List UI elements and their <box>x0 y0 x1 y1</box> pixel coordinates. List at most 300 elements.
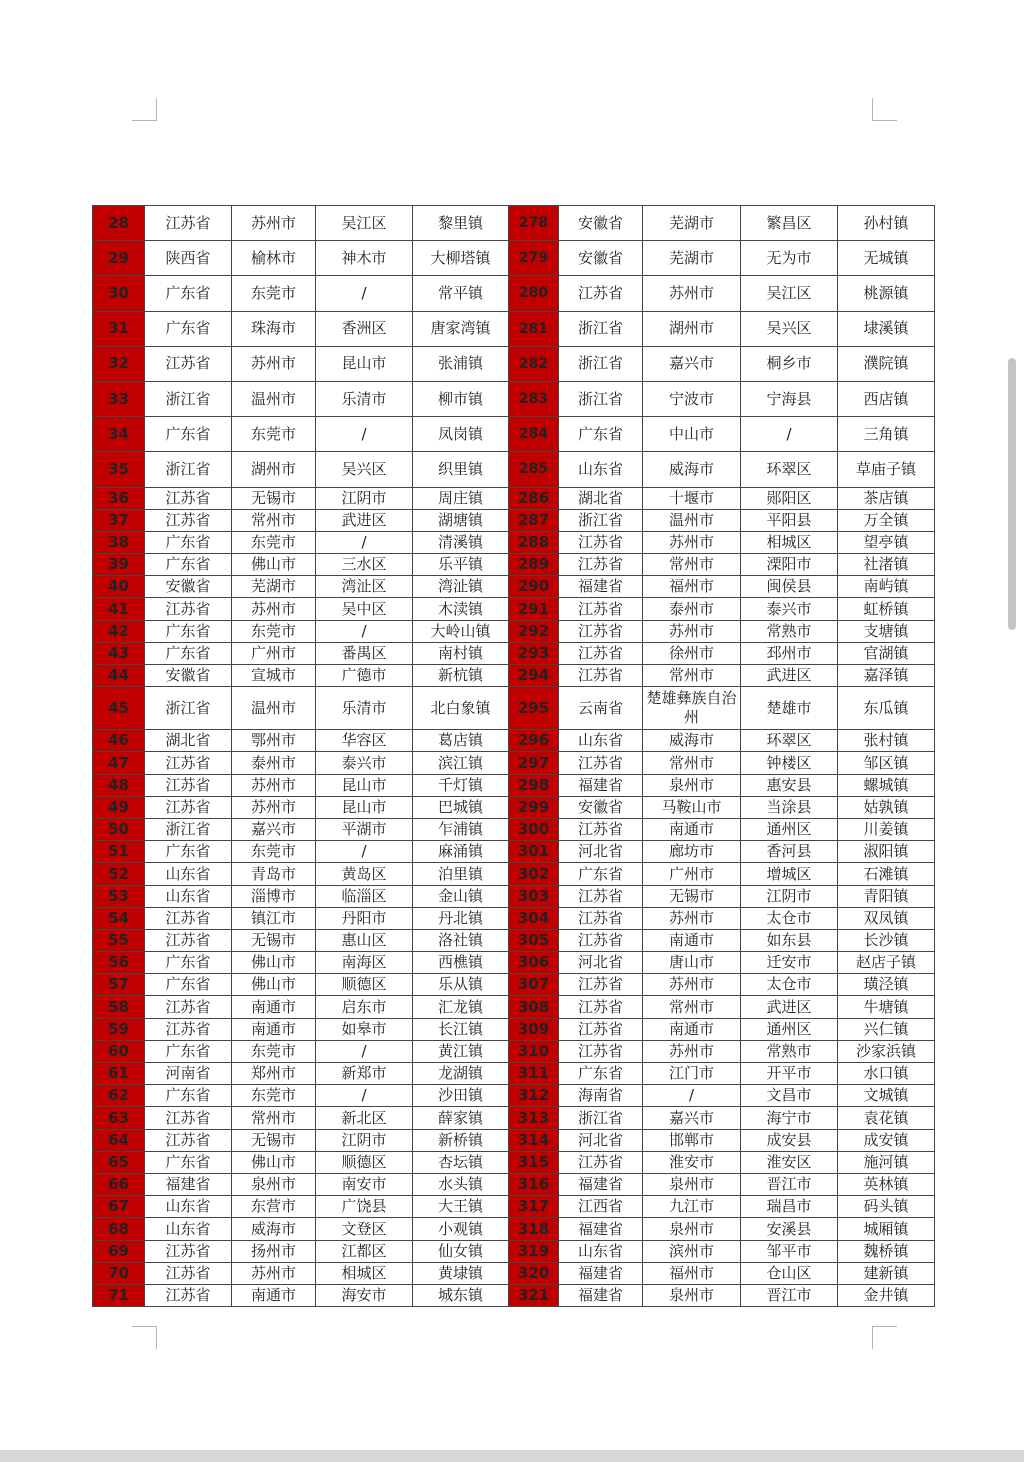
right-town-cell: 金井镇 <box>838 1284 935 1306</box>
right-city-cell: 南通市 <box>643 818 741 840</box>
right-district-cell: 吴江区 <box>741 276 838 311</box>
right-province-cell: 河北省 <box>559 841 643 863</box>
left-city-cell: 镇江市 <box>232 907 316 929</box>
right-town-cell: 万全镇 <box>838 509 935 531</box>
right-town-cell: 长沙镇 <box>838 929 935 951</box>
left-rank-cell: 67 <box>93 1196 145 1218</box>
left-district-cell: 江阴市 <box>316 487 413 509</box>
left-rank-cell: 56 <box>93 952 145 974</box>
right-rank-cell: 280 <box>509 276 559 311</box>
left-district-cell: 文登区 <box>316 1218 413 1240</box>
right-province-cell: 浙江省 <box>559 381 643 416</box>
left-city-cell: 东莞市 <box>232 531 316 553</box>
left-city-cell: 威海市 <box>232 1218 316 1240</box>
right-town-cell: 城厢镇 <box>838 1218 935 1240</box>
left-province-cell: 广东省 <box>145 1085 232 1107</box>
left-town-cell: 湖塘镇 <box>413 509 509 531</box>
left-province-cell: 河南省 <box>145 1063 232 1085</box>
left-city-cell: 无锡市 <box>232 1129 316 1151</box>
right-town-cell: 双凤镇 <box>838 907 935 929</box>
left-rank-cell: 50 <box>93 818 145 840</box>
left-city-cell: 东莞市 <box>232 1040 316 1062</box>
left-city-cell: 东莞市 <box>232 841 316 863</box>
left-rank-cell: 36 <box>93 487 145 509</box>
right-province-cell: 江苏省 <box>559 996 643 1018</box>
left-rank-cell: 69 <box>93 1240 145 1262</box>
left-province-cell: 江苏省 <box>145 774 232 796</box>
right-district-cell: 太仓市 <box>741 907 838 929</box>
left-district-cell: 如皋市 <box>316 1018 413 1040</box>
right-province-cell: 福建省 <box>559 576 643 598</box>
left-rank-cell: 34 <box>93 417 145 452</box>
left-town-cell: 周庄镇 <box>413 487 509 509</box>
right-rank-cell: 297 <box>509 752 559 774</box>
left-district-cell: / <box>316 417 413 452</box>
right-province-cell: 福建省 <box>559 774 643 796</box>
right-district-cell: 宁海县 <box>741 381 838 416</box>
right-province-cell: 湖北省 <box>559 487 643 509</box>
left-province-cell: 江苏省 <box>145 487 232 509</box>
left-province-cell: 山东省 <box>145 885 232 907</box>
left-town-cell: 新桥镇 <box>413 1129 509 1151</box>
left-district-cell: 广德市 <box>316 665 413 687</box>
left-rank-cell: 71 <box>93 1284 145 1306</box>
right-town-cell: 西店镇 <box>838 381 935 416</box>
left-rank-cell: 62 <box>93 1085 145 1107</box>
left-city-cell: 温州市 <box>232 381 316 416</box>
table-row <box>93 1063 935 1085</box>
left-district-cell: 南安市 <box>316 1173 413 1195</box>
left-province-cell: 广东省 <box>145 417 232 452</box>
left-province-cell: 江苏省 <box>145 752 232 774</box>
left-town-cell: 城东镇 <box>413 1284 509 1306</box>
left-town-cell: 麻涌镇 <box>413 841 509 863</box>
left-province-cell: 广东省 <box>145 1151 232 1173</box>
right-rank-cell: 313 <box>509 1107 559 1129</box>
left-town-cell: 织里镇 <box>413 452 509 487</box>
left-city-cell: 宣城市 <box>232 665 316 687</box>
left-city-cell: 湖州市 <box>232 452 316 487</box>
table-row <box>93 974 935 996</box>
right-rank-cell: 303 <box>509 885 559 907</box>
right-town-cell: 水口镇 <box>838 1063 935 1085</box>
right-province-cell: 江苏省 <box>559 885 643 907</box>
left-city-cell: 鄂州市 <box>232 730 316 752</box>
left-rank-cell: 38 <box>93 531 145 553</box>
vertical-scrollbar[interactable] <box>1008 358 1016 630</box>
right-city-cell: 苏州市 <box>643 907 741 929</box>
right-city-cell: 苏州市 <box>643 531 741 553</box>
left-town-cell: 黄埭镇 <box>413 1262 509 1284</box>
right-province-cell: 江苏省 <box>559 531 643 553</box>
right-city-cell: 芜湖市 <box>643 206 741 241</box>
right-rank-cell: 298 <box>509 774 559 796</box>
right-city-cell: 泰州市 <box>643 598 741 620</box>
left-province-cell: 广东省 <box>145 620 232 642</box>
left-city-cell: 常州市 <box>232 509 316 531</box>
right-district-cell: 武进区 <box>741 665 838 687</box>
right-town-cell: 文城镇 <box>838 1085 935 1107</box>
left-district-cell: 昆山市 <box>316 346 413 381</box>
right-district-cell: 泰兴市 <box>741 598 838 620</box>
right-district-cell: 香河县 <box>741 841 838 863</box>
table-row <box>93 1040 935 1062</box>
left-town-cell: 龙湖镇 <box>413 1063 509 1085</box>
left-rank-cell: 53 <box>93 885 145 907</box>
left-district-cell: 黄岛区 <box>316 863 413 885</box>
right-province-cell: 江苏省 <box>559 929 643 951</box>
left-rank-cell: 48 <box>93 774 145 796</box>
right-city-cell: 嘉兴市 <box>643 346 741 381</box>
left-city-cell: 扬州市 <box>232 1240 316 1262</box>
left-district-cell: 新郑市 <box>316 1063 413 1085</box>
right-town-cell: 茶店镇 <box>838 487 935 509</box>
right-city-cell: 常州市 <box>643 665 741 687</box>
right-province-cell: 云南省 <box>559 687 643 730</box>
left-rank-cell: 33 <box>93 381 145 416</box>
left-province-cell: 山东省 <box>145 1196 232 1218</box>
left-town-cell: 常平镇 <box>413 276 509 311</box>
left-town-cell: 汇龙镇 <box>413 996 509 1018</box>
left-province-cell: 江苏省 <box>145 796 232 818</box>
left-city-cell: 嘉兴市 <box>232 818 316 840</box>
left-district-cell: 乐清市 <box>316 687 413 730</box>
right-town-cell: 川姜镇 <box>838 818 935 840</box>
table-row <box>93 381 935 416</box>
right-town-cell: 孙村镇 <box>838 206 935 241</box>
right-district-cell: 吴兴区 <box>741 311 838 346</box>
right-rank-cell: 320 <box>509 1262 559 1284</box>
left-province-cell: 江苏省 <box>145 907 232 929</box>
right-province-cell: 江苏省 <box>559 620 643 642</box>
right-district-cell: 溧阳市 <box>741 554 838 576</box>
right-town-cell: 草庙子镇 <box>838 452 935 487</box>
right-district-cell: 平阳县 <box>741 509 838 531</box>
right-rank-cell: 305 <box>509 929 559 951</box>
right-rank-cell: 289 <box>509 554 559 576</box>
left-town-cell: 北白象镇 <box>413 687 509 730</box>
right-town-cell: 南屿镇 <box>838 576 935 598</box>
left-city-cell: 珠海市 <box>232 311 316 346</box>
right-rank-cell: 310 <box>509 1040 559 1062</box>
table-row <box>93 1240 935 1262</box>
table-row <box>93 1151 935 1173</box>
right-province-cell: 福建省 <box>559 1284 643 1306</box>
left-city-cell: 青岛市 <box>232 863 316 885</box>
right-town-cell: 石滩镇 <box>838 863 935 885</box>
right-town-cell: 嘉泽镇 <box>838 665 935 687</box>
right-district-cell: 通州区 <box>741 1018 838 1040</box>
right-province-cell: 浙江省 <box>559 346 643 381</box>
right-province-cell: 山东省 <box>559 452 643 487</box>
right-town-cell: 青阳镇 <box>838 885 935 907</box>
left-district-cell: 惠山区 <box>316 929 413 951</box>
left-province-cell: 广东省 <box>145 554 232 576</box>
left-province-cell: 浙江省 <box>145 381 232 416</box>
right-town-cell: 码头镇 <box>838 1196 935 1218</box>
table-row <box>93 952 935 974</box>
left-town-cell: 千灯镇 <box>413 774 509 796</box>
right-town-cell: 社渚镇 <box>838 554 935 576</box>
right-province-cell: 广东省 <box>559 417 643 452</box>
left-town-cell: 西樵镇 <box>413 952 509 974</box>
left-rank-cell: 30 <box>93 276 145 311</box>
right-province-cell: 江西省 <box>559 1196 643 1218</box>
right-town-cell: 淑阳镇 <box>838 841 935 863</box>
left-rank-cell: 54 <box>93 907 145 929</box>
right-rank-cell: 286 <box>509 487 559 509</box>
left-city-cell: 泉州市 <box>232 1173 316 1195</box>
table-row <box>93 863 935 885</box>
right-district-cell: 钟楼区 <box>741 752 838 774</box>
left-rank-cell: 60 <box>93 1040 145 1062</box>
left-town-cell: 唐家湾镇 <box>413 311 509 346</box>
left-town-cell: 长江镇 <box>413 1018 509 1040</box>
table-row <box>93 818 935 840</box>
right-province-cell: 江苏省 <box>559 276 643 311</box>
left-town-cell: 沙田镇 <box>413 1085 509 1107</box>
left-district-cell: 华容区 <box>316 730 413 752</box>
right-city-cell: 南通市 <box>643 1018 741 1040</box>
table-row <box>93 241 935 276</box>
left-province-cell: 广东省 <box>145 531 232 553</box>
right-town-cell: 螺城镇 <box>838 774 935 796</box>
right-district-cell: 迁安市 <box>741 952 838 974</box>
right-town-cell: 赵店子镇 <box>838 952 935 974</box>
left-town-cell: 黄江镇 <box>413 1040 509 1062</box>
right-district-cell: 通州区 <box>741 818 838 840</box>
left-district-cell: 海安市 <box>316 1284 413 1306</box>
right-district-cell: 惠安县 <box>741 774 838 796</box>
right-rank-cell: 278 <box>509 206 559 241</box>
table-row <box>93 642 935 664</box>
left-town-cell: 木渎镇 <box>413 598 509 620</box>
right-district-cell: 仓山区 <box>741 1262 838 1284</box>
left-city-cell: 芜湖市 <box>232 576 316 598</box>
right-city-cell: 唐山市 <box>643 952 741 974</box>
left-province-cell: 广东省 <box>145 1040 232 1062</box>
left-district-cell: 昆山市 <box>316 774 413 796</box>
page-corner-mark-bottom-left <box>132 1326 157 1349</box>
right-district-cell: 晋江市 <box>741 1173 838 1195</box>
left-district-cell: 顺德区 <box>316 1151 413 1173</box>
right-province-cell: 安徽省 <box>559 206 643 241</box>
right-district-cell: 无为市 <box>741 241 838 276</box>
right-city-cell: 宁波市 <box>643 381 741 416</box>
left-city-cell: 泰州市 <box>232 752 316 774</box>
left-district-cell: 江都区 <box>316 1240 413 1262</box>
left-rank-cell: 46 <box>93 730 145 752</box>
left-town-cell: 葛店镇 <box>413 730 509 752</box>
right-district-cell: 常熟市 <box>741 1040 838 1062</box>
left-city-cell: 常州市 <box>232 1107 316 1129</box>
left-city-cell: 东莞市 <box>232 1085 316 1107</box>
left-district-cell: / <box>316 1085 413 1107</box>
right-town-cell: 施河镇 <box>838 1151 935 1173</box>
right-rank-cell: 302 <box>509 863 559 885</box>
left-rank-cell: 42 <box>93 620 145 642</box>
left-province-cell: 江苏省 <box>145 1129 232 1151</box>
right-rank-cell: 283 <box>509 381 559 416</box>
left-town-cell: 柳市镇 <box>413 381 509 416</box>
left-district-cell: 三水区 <box>316 554 413 576</box>
right-district-cell: 桐乡市 <box>741 346 838 381</box>
right-rank-cell: 317 <box>509 1196 559 1218</box>
right-district-cell: 文昌市 <box>741 1085 838 1107</box>
left-city-cell: 东莞市 <box>232 417 316 452</box>
right-province-cell: 江苏省 <box>559 665 643 687</box>
right-city-cell: 廊坊市 <box>643 841 741 863</box>
left-rank-cell: 43 <box>93 642 145 664</box>
right-rank-cell: 279 <box>509 241 559 276</box>
left-district-cell: 吴中区 <box>316 598 413 620</box>
right-city-cell: 嘉兴市 <box>643 1107 741 1129</box>
table-row <box>93 1196 935 1218</box>
left-province-cell: 广东省 <box>145 311 232 346</box>
right-rank-cell: 287 <box>509 509 559 531</box>
table-row <box>93 554 935 576</box>
right-district-cell: 太仓市 <box>741 974 838 996</box>
right-district-cell: 成安县 <box>741 1129 838 1151</box>
table-row <box>93 929 935 951</box>
right-city-cell: 威海市 <box>643 452 741 487</box>
left-rank-cell: 58 <box>93 996 145 1018</box>
left-town-cell: 洛社镇 <box>413 929 509 951</box>
right-city-cell: 徐州市 <box>643 642 741 664</box>
left-city-cell: 佛山市 <box>232 974 316 996</box>
right-city-cell: 常州市 <box>643 996 741 1018</box>
right-province-cell: 江苏省 <box>559 1018 643 1040</box>
right-district-cell: 当涂县 <box>741 796 838 818</box>
right-rank-cell: 285 <box>509 452 559 487</box>
right-city-cell: 福州市 <box>643 1262 741 1284</box>
left-rank-cell: 68 <box>93 1218 145 1240</box>
right-rank-cell: 307 <box>509 974 559 996</box>
table-row <box>93 752 935 774</box>
left-city-cell: 佛山市 <box>232 1151 316 1173</box>
right-town-cell: 虹桥镇 <box>838 598 935 620</box>
right-province-cell: 江苏省 <box>559 598 643 620</box>
left-district-cell: 顺德区 <box>316 974 413 996</box>
right-city-cell: 广州市 <box>643 863 741 885</box>
left-province-cell: 广东省 <box>145 974 232 996</box>
table-row <box>93 885 935 907</box>
right-province-cell: 江苏省 <box>559 907 643 929</box>
left-town-cell: 仙女镇 <box>413 1240 509 1262</box>
right-rank-cell: 295 <box>509 687 559 730</box>
right-city-cell: 泉州市 <box>643 1218 741 1240</box>
right-province-cell: 江苏省 <box>559 818 643 840</box>
right-province-cell: 山东省 <box>559 1240 643 1262</box>
right-city-cell: 淮安市 <box>643 1151 741 1173</box>
right-city-cell: 福州市 <box>643 576 741 598</box>
right-town-cell: 建新镇 <box>838 1262 935 1284</box>
left-town-cell: 湾沚镇 <box>413 576 509 598</box>
right-province-cell: 福建省 <box>559 1262 643 1284</box>
right-rank-cell: 321 <box>509 1284 559 1306</box>
table-row <box>93 487 935 509</box>
left-province-cell: 浙江省 <box>145 687 232 730</box>
table-row <box>93 509 935 531</box>
right-district-cell: 相城区 <box>741 531 838 553</box>
left-province-cell: 江苏省 <box>145 1107 232 1129</box>
right-town-cell: 袁花镇 <box>838 1107 935 1129</box>
left-district-cell: 南海区 <box>316 952 413 974</box>
left-district-cell: 昆山市 <box>316 796 413 818</box>
right-rank-cell: 318 <box>509 1218 559 1240</box>
table-row <box>93 531 935 553</box>
left-district-cell: 临淄区 <box>316 885 413 907</box>
left-city-cell: 佛山市 <box>232 952 316 974</box>
left-district-cell: 相城区 <box>316 1262 413 1284</box>
table-body <box>93 206 935 1307</box>
right-province-cell: 福建省 <box>559 1173 643 1195</box>
table-row <box>93 665 935 687</box>
right-province-cell: 江苏省 <box>559 752 643 774</box>
right-province-cell: 浙江省 <box>559 1107 643 1129</box>
right-province-cell: 福建省 <box>559 1218 643 1240</box>
right-district-cell: 安溪县 <box>741 1218 838 1240</box>
right-city-cell: 九江市 <box>643 1196 741 1218</box>
right-city-cell: 马鞍山市 <box>643 796 741 818</box>
left-district-cell: 新北区 <box>316 1107 413 1129</box>
right-city-cell: 江门市 <box>643 1063 741 1085</box>
right-city-cell: 泉州市 <box>643 1284 741 1306</box>
right-rank-cell: 288 <box>509 531 559 553</box>
left-city-cell: 东营市 <box>232 1196 316 1218</box>
table-row <box>93 346 935 381</box>
left-town-cell: 金山镇 <box>413 885 509 907</box>
left-city-cell: 无锡市 <box>232 487 316 509</box>
right-district-cell: 环翠区 <box>741 452 838 487</box>
right-town-cell: 璜泾镇 <box>838 974 935 996</box>
town-ranking-table <box>92 205 935 1307</box>
left-rank-cell: 37 <box>93 509 145 531</box>
right-province-cell: 江苏省 <box>559 554 643 576</box>
left-city-cell: 榆林市 <box>232 241 316 276</box>
right-city-cell: 苏州市 <box>643 1040 741 1062</box>
table-row <box>93 1107 935 1129</box>
left-province-cell: 江苏省 <box>145 206 232 241</box>
right-town-cell: 英林镇 <box>838 1173 935 1195</box>
left-district-cell: 武进区 <box>316 509 413 531</box>
left-city-cell: 佛山市 <box>232 554 316 576</box>
page-corner-mark-top-right <box>872 98 897 121</box>
left-district-cell: 丹阳市 <box>316 907 413 929</box>
left-city-cell: 广州市 <box>232 642 316 664</box>
left-district-cell: 吴江区 <box>316 206 413 241</box>
left-town-cell: 乍浦镇 <box>413 818 509 840</box>
left-rank-cell: 41 <box>93 598 145 620</box>
left-district-cell: 湾沚区 <box>316 576 413 598</box>
left-city-cell: 苏州市 <box>232 206 316 241</box>
left-town-cell: 水头镇 <box>413 1173 509 1195</box>
left-rank-cell: 57 <box>93 974 145 996</box>
right-rank-cell: 292 <box>509 620 559 642</box>
left-town-cell: 清溪镇 <box>413 531 509 553</box>
table-row <box>93 687 935 730</box>
left-district-cell: 江阴市 <box>316 1129 413 1151</box>
left-town-cell: 薛家镇 <box>413 1107 509 1129</box>
right-town-cell: 埭溪镇 <box>838 311 935 346</box>
right-city-cell: 泉州市 <box>643 774 741 796</box>
table-row <box>93 1085 935 1107</box>
right-rank-cell: 290 <box>509 576 559 598</box>
right-province-cell: 江苏省 <box>559 1151 643 1173</box>
left-district-cell: 广饶县 <box>316 1196 413 1218</box>
table-row <box>93 1284 935 1306</box>
table-row <box>93 276 935 311</box>
